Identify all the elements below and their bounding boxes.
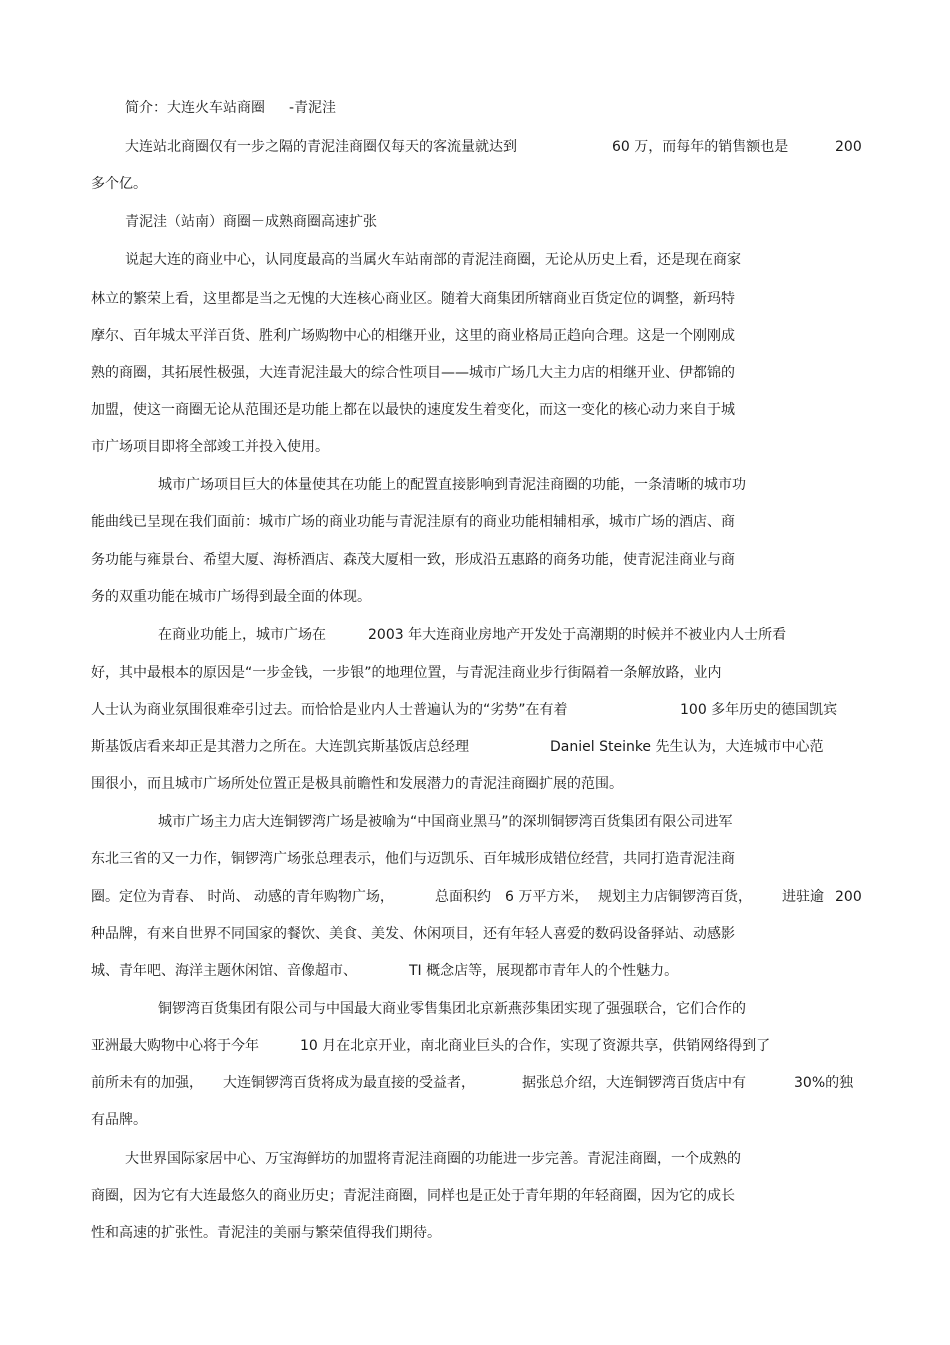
p4-text: 2003 年大连商业房地产开发处于高潮期的时候并不被业内人士所看 — [368, 627, 787, 643]
p6-text: 前所未有的加强， — [91, 1075, 203, 1091]
p4-text: 围很小，而且城市广场所处位置正是极具前瞻性和发展潜力的青泥洼商圈扩展的范围。 — [91, 776, 623, 792]
p6-text: 30%的独 — [794, 1075, 854, 1091]
p3-text: 能曲线已呈现在我们面前：城市广场的商业功能与青泥洼原有的商业功能相辅相承，城市广场的酒店、商 — [91, 514, 735, 530]
p2-text: 市广场项目即将全部竣工并投入使用。 — [91, 439, 329, 455]
p5-text: 种品牌，有来自世界不同国家的餐饮、美食、美发、休闲项目，还有年轻人喜爱的数码设备驿站、动感影 — [91, 926, 735, 942]
p6-text: 亚洲最大购物中心将于今年 — [91, 1038, 259, 1054]
p4-text: 100 多年历史的德国凯宾 — [680, 702, 838, 718]
p5-text: TI 概念店等，展现都市青年人的个性魅力。 — [409, 963, 679, 979]
p6-text: 据张总介绍，大连铜锣湾百货店中有 — [522, 1075, 746, 1091]
p5-text: 东北三省的又一力作，铜锣湾广场张总理表示，他们与迈凯乐、百年城形成错位经营，共同打造青泥洼商 — [91, 851, 735, 867]
p7-text: 大世界国际家居中心、万宝海鲜坊的加盟将青泥洼商圈的功能进一步完善。青泥洼商圈，一个成熟的 — [125, 1151, 741, 1167]
p4-text: 在商业功能上，城市广场在 — [158, 627, 326, 643]
p7-text: 性和高速的扩张性。青泥洼的美丽与繁荣值得我们期待。 — [91, 1225, 441, 1241]
p2-text: 说起大连的商业中心，认同度最高的当属火车站南部的青泥洼商圈，无论从历史上看，还是现在商家 — [125, 252, 741, 268]
p3-text: 城市广场项目巨大的体量使其在功能上的配置直接影响到青泥洼商圈的功能，一条清晰的城市功 — [158, 477, 746, 493]
title-text: 简介：大连火车站商圈 — [125, 100, 265, 116]
p6-text: 铜锣湾百货集团有限公司与中国最大商业零售集团北京新燕莎集团实现了强强联合，它们合作的 — [158, 1001, 746, 1017]
p6-text: 有品牌。 — [91, 1112, 147, 1128]
p4-text: Daniel Steinke 先生认为，大连城市中心范 — [550, 739, 824, 755]
p5-text: 规划主力店铜锣湾百货， — [598, 889, 752, 905]
p1-text: 60 万，而每年的销售额也是 — [612, 139, 789, 155]
p5-text: 总面积约 — [435, 889, 491, 905]
heading-text: 青泥洼（站南）商圈－成熟商圈高速扩张 — [125, 214, 377, 230]
p2-text: 熟的商圈，其拓展性极强，大连青泥洼最大的综合性项目——城市广场几大主力店的相继开业、伊都锦的 — [91, 365, 735, 381]
p4-text: 好，其中最根本的原因是“一步金钱，一步银”的地理位置，与青泥洼商业步行街隔着一条解放路，业内 — [91, 665, 722, 681]
p5-text: 圈。定位为青春、 时尚、 动感的青年购物广场， — [91, 889, 394, 905]
p1-number: 200 — [835, 139, 862, 155]
p1-text: 多个亿。 — [91, 176, 147, 192]
p1-text: 大连站北商圈仅有一步之隔的青泥洼商圈仅每天的客流量就达到 — [125, 139, 517, 155]
title-suffix: -青泥洼 — [289, 100, 337, 116]
p5-text: 城市广场主力店大连铜锣湾广场是被喻为“中国商业黑马”的深圳铜锣湾百货集团有限公司进军 — [158, 814, 733, 830]
p2-text: 加盟，使这一商圈无论从范围还是功能上都在以最快的速度发生着变化，而这一变化的核心动力来自于城 — [91, 402, 735, 418]
p7-text: 商圈，因为它有大连最悠久的商业历史；青泥洼商圈，同样也是正处于青年期的年轻商圈，因为它的成长 — [91, 1188, 735, 1204]
p2-text: 林立的繁荣上看，这里都是当之无愧的大连核心商业区。随着大商集团所辖商业百货定位的调整，新玛特 — [91, 291, 735, 307]
p3-text: 务的双重功能在城市广场得到最全面的体现。 — [91, 589, 371, 605]
p5-text: 进驻逾 — [782, 889, 824, 905]
p4-text: 人士认为商业氛围很难牵引过去。而恰恰是业内人士普遍认为的“劣势”在有着 — [91, 702, 568, 718]
p5-number: 200 — [835, 889, 862, 905]
p6-text: 10 月在北京开业，南北商业巨头的合作，实现了资源共享，供销网络得到了 — [300, 1038, 771, 1054]
p5-text: 城、青年吧、海洋主题休闲馆、音像超市、 — [91, 963, 357, 979]
p4-text: 斯基饭店看来却正是其潜力之所在。大连凯宾斯基饭店总经理 — [91, 739, 469, 755]
p3-text: 务功能与雍景台、希望大厦、海桥酒店、森茂大厦相一致，形成沿五惠路的商务功能，使青泥洼商业与商 — [91, 552, 735, 568]
p5-text: 6 万平方米， — [505, 889, 589, 905]
p2-text: 摩尔、百年城太平洋百货、胜利广场购物中心的相继开业，这里的商业格局正趋向合理。这是一个刚刚成 — [91, 328, 735, 344]
p6-text: 大连铜锣湾百货将成为最直接的受益者， — [223, 1075, 475, 1091]
